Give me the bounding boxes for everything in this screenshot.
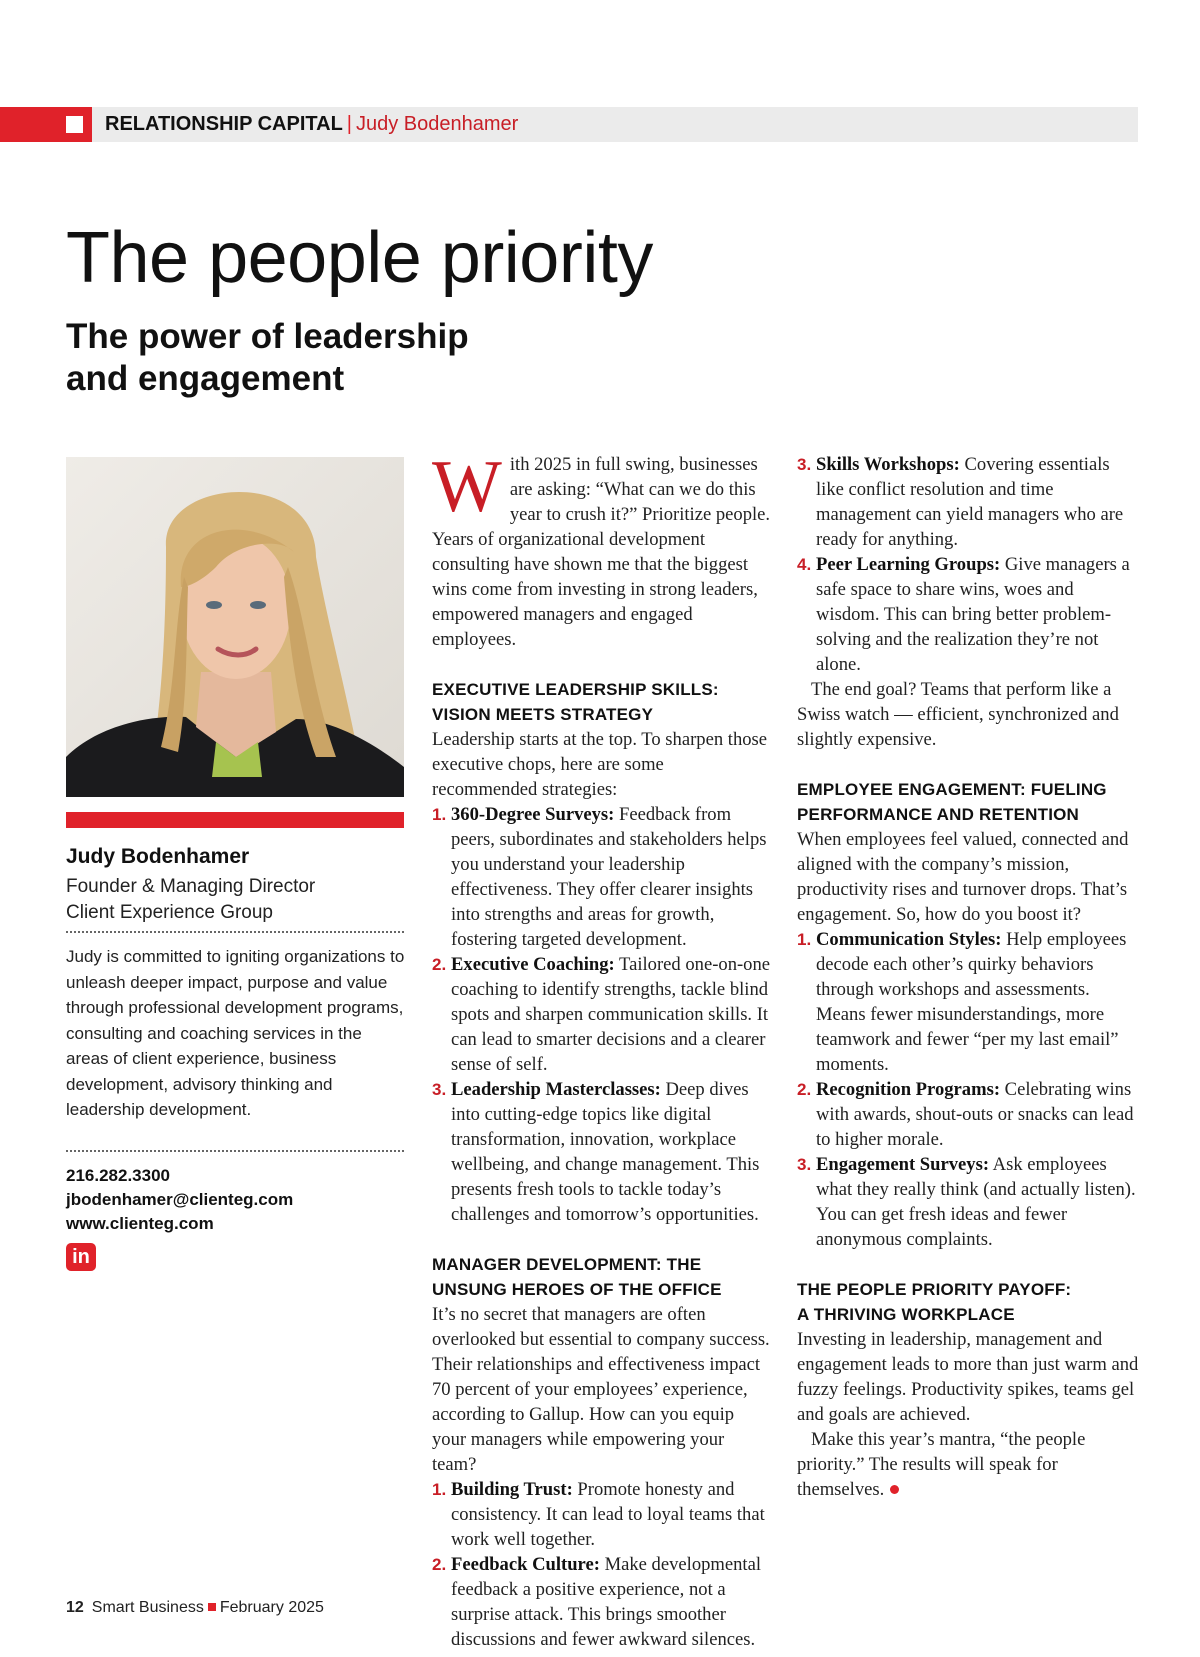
item-text: Give managers a safe space to share wins, woes and wisdom. This can bring better problem-solving and the realization they’re not alone. bbox=[816, 554, 1130, 675]
heading-line: THE PEOPLE PRIORITY PAYOFF: bbox=[797, 1280, 1072, 1299]
author-email[interactable]: jbodenhamer@clienteg.com bbox=[66, 1190, 294, 1209]
photo-accent-bar bbox=[66, 812, 404, 828]
item-text: Promote honesty and consistency. It can lead to loyal teams that work well together. bbox=[451, 1479, 765, 1550]
heading-line: UNSUNG HEROES OF THE OFFICE bbox=[432, 1280, 722, 1299]
item-label: Peer Learning Groups: bbox=[816, 554, 1001, 575]
header-square-icon bbox=[66, 116, 83, 133]
list-item bbox=[797, 1152, 1139, 1252]
list-item bbox=[432, 952, 772, 1077]
closing-text: Make this year’s mantra, “the people priority.” The results will speak for themselves. bbox=[797, 1429, 1086, 1500]
section-heading bbox=[797, 777, 1139, 827]
article-subtitle bbox=[66, 316, 469, 400]
list-item bbox=[432, 1077, 772, 1227]
item-label: Feedback Culture: bbox=[451, 1554, 600, 1575]
item-label: Executive Coaching: bbox=[451, 954, 615, 975]
author-title: Founder & Managing Director bbox=[66, 876, 316, 897]
issue-date: February 2025 bbox=[219, 1599, 324, 1616]
subtitle-line-1: The power of leadership bbox=[66, 317, 469, 356]
list-number: 1. bbox=[432, 1480, 447, 1499]
publication-name: Smart Business bbox=[91, 1599, 204, 1616]
author-photo bbox=[66, 457, 404, 797]
header-label bbox=[105, 107, 518, 142]
header-author: Judy Bodenhamer bbox=[356, 113, 519, 135]
item-text: Covering essentials like conflict resolution and time management can yield managers who are ready for anything. bbox=[816, 454, 1124, 550]
list-item bbox=[432, 1552, 772, 1652]
page-footer bbox=[66, 1599, 324, 1617]
item-label: Recognition Programs: bbox=[816, 1079, 1001, 1100]
item-label: Communication Styles: bbox=[816, 929, 1002, 950]
list-number: 1. bbox=[797, 930, 812, 949]
heading-line: PERFORMANCE AND RETENTION bbox=[797, 805, 1080, 824]
list-item bbox=[797, 1077, 1139, 1152]
section-intro: It’s no secret that managers are often overlooked but essential to company success. Their relationships and effectiveness impact 70 percent of your employees’ experience, according to Gallup. How can you equip your managers while empowering your team? bbox=[432, 1304, 770, 1475]
item-label: Leadership Masterclasses: bbox=[451, 1079, 661, 1100]
section-intro: Leadership starts at the top. To sharpen those executive chops, here are some recommended strategies: bbox=[432, 729, 768, 800]
heading-line: MANAGER DEVELOPMENT: THE bbox=[432, 1255, 702, 1274]
list-number: 2. bbox=[432, 1555, 447, 1574]
footer-square-icon bbox=[208, 1603, 216, 1611]
item-text: Help employees decode each other’s quirky behaviors through workshops and assessments. Means fewer misunderstandings, more teamwork and fewer “per my last email” moments. bbox=[816, 929, 1127, 1075]
article-column-2 bbox=[797, 452, 1139, 1502]
item-label: 360-Degree Surveys: bbox=[451, 804, 615, 825]
heading-line: EXECUTIVE LEADERSHIP SKILLS: bbox=[432, 680, 719, 699]
item-label: Building Trust: bbox=[451, 1479, 573, 1500]
section-intro: When employees feel valued, connected and aligned with the company’s mission, productivity rises and turnover drops. That’s engagement. So, how do you boost it? bbox=[797, 829, 1129, 925]
item-text: Make developmental feedback a positive experience, not a surprise attack. This brings smoother discussions and fewer awkward silences. bbox=[451, 1554, 762, 1650]
item-text: Ask employees what they really think (and actually listen). You can get fresh ideas and fewer anonymous complaints. bbox=[816, 1154, 1136, 1250]
item-text: Celebrating wins with awards, shout-outs or snacks can lead to higher morale. bbox=[816, 1079, 1134, 1150]
subtitle-line-2: and engagement bbox=[66, 359, 345, 398]
article-column-1 bbox=[432, 446, 772, 1652]
section-name: RELATIONSHIP CAPITAL bbox=[105, 113, 343, 135]
list-item bbox=[797, 452, 1139, 552]
author-website[interactable]: www.clienteg.com bbox=[66, 1214, 214, 1233]
list-item bbox=[797, 927, 1139, 1077]
intro-paragraph bbox=[432, 446, 772, 652]
author-role bbox=[66, 874, 315, 926]
article-title: The people priority bbox=[66, 218, 653, 298]
item-label: Skills Workshops: bbox=[816, 454, 960, 475]
drop-cap: W bbox=[432, 446, 502, 528]
item-text: Tailored one-on-one coaching to identify strengths, tackle blind spots and sharpen communication skills. It can lead to smarter decisions and a clearer sense of self. bbox=[451, 954, 771, 1075]
list-number: 3. bbox=[797, 1155, 812, 1174]
header-separator: | bbox=[346, 113, 352, 135]
list-number: 1. bbox=[432, 805, 447, 824]
list-number: 2. bbox=[432, 955, 447, 974]
list-number: 3. bbox=[797, 455, 812, 474]
author-contact bbox=[66, 1164, 293, 1236]
heading-line: EMPLOYEE ENGAGEMENT: FUELING bbox=[797, 780, 1107, 799]
author-phone: 216.282.3300 bbox=[66, 1166, 170, 1185]
divider bbox=[66, 931, 404, 933]
author-bio: Judy is committed to igniting organizations to unleash deeper impact, purpose and value through professional development programs, consulting and coaching services in the areas of client experience, business development, advisory thinking and leadership development. bbox=[66, 947, 405, 1119]
section-heading bbox=[432, 1252, 772, 1302]
item-text: Feedback from peers, subordinates and stakeholders helps you understand your leadership effectiveness. They offer clearer insights into strengths and areas for growth, fostering targeted development. bbox=[451, 804, 767, 950]
author-portrait-image bbox=[66, 457, 404, 797]
page-number: 12 bbox=[66, 1599, 84, 1616]
intro-text: ith 2025 in full swing, businesses are asking: “What can we do this year to crush it?” Prioritize people. Years of organizational development consulting have shown me that the biggest wins come from investing in strong leaders, empowered managers and engaged employees. bbox=[432, 454, 771, 650]
list-number: 2. bbox=[797, 1080, 812, 1099]
section-outro: The end goal? Teams that perform like a Swiss watch — efficient, synchronized and slightly expensive. bbox=[797, 679, 1119, 750]
list-item bbox=[797, 552, 1139, 677]
header-accent-block bbox=[0, 107, 92, 142]
heading-line: VISION MEETS STRATEGY bbox=[432, 705, 654, 724]
author-name: Judy Bodenhamer bbox=[66, 845, 250, 868]
section-header-bar bbox=[0, 107, 1138, 142]
section-heading bbox=[797, 1277, 1139, 1327]
section-intro: Investing in leadership, management and engagement leads to more than just warm and fuzzy feelings. Productivity spikes, teams gel and goals are achieved. bbox=[797, 1329, 1139, 1425]
item-text: Deep dives into cutting-edge topics like digital transformation, innovation, workplace wellbeing, and change management. This presents fresh tools to tackle today’s challenges and tomorrow’s opportunities. bbox=[451, 1079, 760, 1225]
end-mark-icon bbox=[890, 1485, 899, 1494]
list-item bbox=[432, 802, 772, 952]
closing-paragraph bbox=[797, 1427, 1139, 1502]
divider bbox=[66, 1150, 404, 1152]
list-number: 4. bbox=[797, 555, 812, 574]
linkedin-icon[interactable]: in bbox=[66, 1243, 96, 1271]
author-company: Client Experience Group bbox=[66, 902, 273, 923]
list-item bbox=[432, 1477, 772, 1552]
list-number: 3. bbox=[432, 1080, 447, 1099]
heading-line: A THRIVING WORKPLACE bbox=[797, 1305, 1015, 1324]
item-label: Engagement Surveys: bbox=[816, 1154, 990, 1175]
section-heading bbox=[432, 677, 772, 727]
